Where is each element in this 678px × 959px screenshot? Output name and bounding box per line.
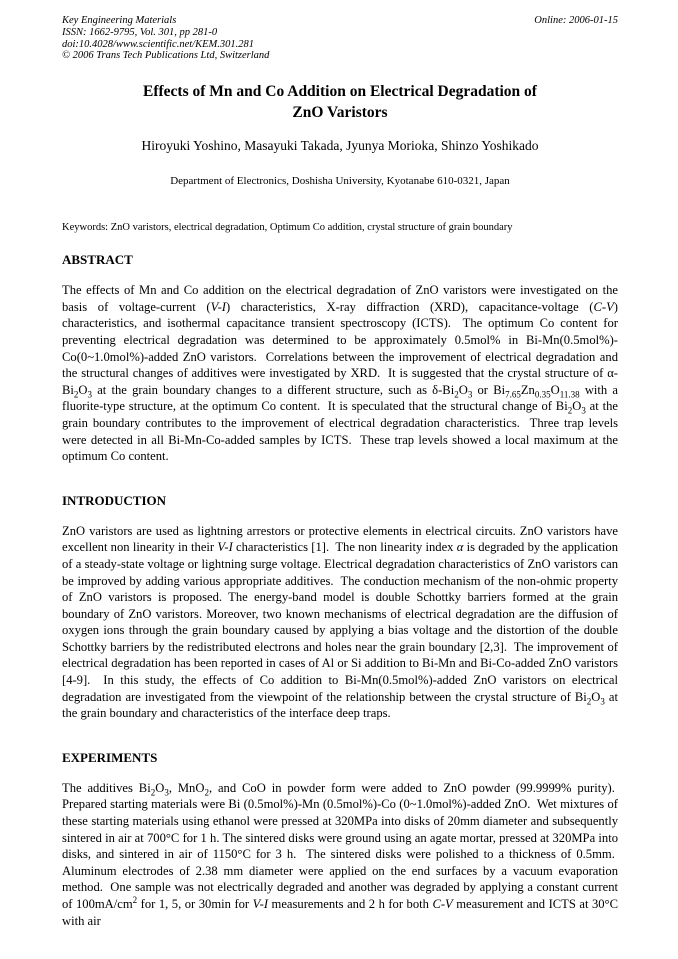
abstract-heading: ABSTRACT [62, 252, 133, 268]
section-abstract [62, 252, 618, 465]
keywords-text: ZnO varistors, electrical degradation, Optimum Co addition, crystal structure of grain boundary [110, 222, 513, 234]
online-date: Online: 2006-01-15 [534, 15, 618, 26]
experiments-heading: EXPERIMENTS [62, 749, 158, 765]
abstract-paragraph: The effects of Mn and Co addition on the electrical degradation of ZnO varistors were investigated on the basis of voltage-current (V-I) characteristics, X-ray diffraction (XRD), capacitance-voltage (C-V) characteristics, and isothermal capacitance transient spectroscopy (ICTS). The optimum Co content for preventing electrical degradation was determined to be approximately 0.5mol% in Bi-Mn(0.5mol%)-Co(0~1.0mol%)-added ZnO varistors. Correlations between the improvement of electrical degradation and the structural changes of additives were investigated by XRD. It is suggested that the crystal structure of $\alpha-Bi_2O_3$ at the grain boundary changes to a different structure, such as $\delta-Bi_2O_3$ or $Bi_{7.65}Zn_{0.35}O_{11.38}$ with a fluorite-type structure, at the optimum Co content. It is speculated that the structural change of $Bi_2O_3$ at the grain boundary contributes to the improvement of electrical degradation characteristics. Three trap levels were detected in all Bi-Mn-Co-added samples by ICTS. These trap levels showed a local maximum at the optimum Co content. [62, 283, 619, 464]
section-introduction [62, 493, 618, 722]
doi-line: doi:10.4028/www.scientific.net/KEM.301.281 [62, 38, 254, 50]
introduction-heading: INTRODUCTION [62, 492, 167, 508]
copyright-line: © 2006 Trans Tech Publications Ltd, Switzerland [62, 50, 270, 62]
journal-name: Key Engineering Materials [62, 15, 177, 26]
authors-line: Hiroyuki Yoshino, Masayuki Takada, Jyunya Morioka, Shinzo Yoshikado [141, 138, 539, 154]
experiments-paragraph: The additives $Bi_2O_3$, MnO$_2$, and CoO in powder form were added to ZnO powder (99.9999% purity). Prepared starting materials were Bi (0.5mol%)-Mn (0.5mol%)-Co (0~1.0mol%)-added ZnO. Wet mixtures of these starting materials using ethanol were pressed at 320MPa into disks of 20mm diameter and subsequently sintered in air at 700°C for 1 h. The sintered disks were ground using an agate mortar, pressed at 320MPa into disks, and sintered in air of 1150°C for 3 h. The sintered disks were polished to a thickness of 0.5mm. Aluminum electrodes of 2.38 mm diameter were applied on the end surfaces by a vacuum evaporation method. One sample was not electrically degraded and another was degraded by applying a constant current of $100mA/cm^2$ for 1, 5, or 30min for V-I measurements and 2 h for both C-V measurement and ICTS at 30°C with air [62, 780, 618, 928]
keywords-line [62, 221, 618, 234]
affiliation-line: Department of Electronics, Doshisha University, Kyotanabe 610-0321, Japan [170, 175, 510, 188]
keywords-label: Keywords: [62, 222, 109, 234]
section-experiments [62, 750, 618, 929]
publication-header [62, 15, 618, 62]
publication-info [62, 15, 269, 62]
introduction-paragraph: ZnO varistors are used as lightning arrestors or protective elements in electrical circuits. ZnO varistors have excellent non linearity in their V-I characteristics [1]. The non linearity index α is degraded by the application of a steady-state voltage or lightning surge voltage. Electrical degradation characteristics of ZnO varistors can be improved by adding various appropriate additives. The conduction mechanism of the non-ohmic property of ZnO varistors is proposed. The energy-band model is double Schottky barriers formed at the grain boundary of ZnO varistors. Moreover, two known mechanisms of electrical degradation are the diffusion of oxygen ions through the grain boundary caused by applying a bias voltage and the distortion of the double Schottky barriers by the redistributed electrons and holes near the grain boundary [2,3]. The improvement of electrical degradation has been reported in cases of Al or Si addition to Bi-Mn and Bi-Co-added ZnO varistors [4-9]. In this study, the effects of Co addition to Bi-Mn(0.5mol%)-added ZnO varistors on electrical degradation are investigated from the viewpoint of the relationship between the crystal structure of $Bi_2O_3$ at the grain boundary and characteristics of the interface deep traps. [62, 523, 618, 721]
issn-line: ISSN: 1662-9795, Vol. 301, pp 281-0 [62, 26, 218, 38]
page-title: Effects of Mn and Co Addition on Electrical Degradation of ZnO Varistors [143, 83, 537, 122]
